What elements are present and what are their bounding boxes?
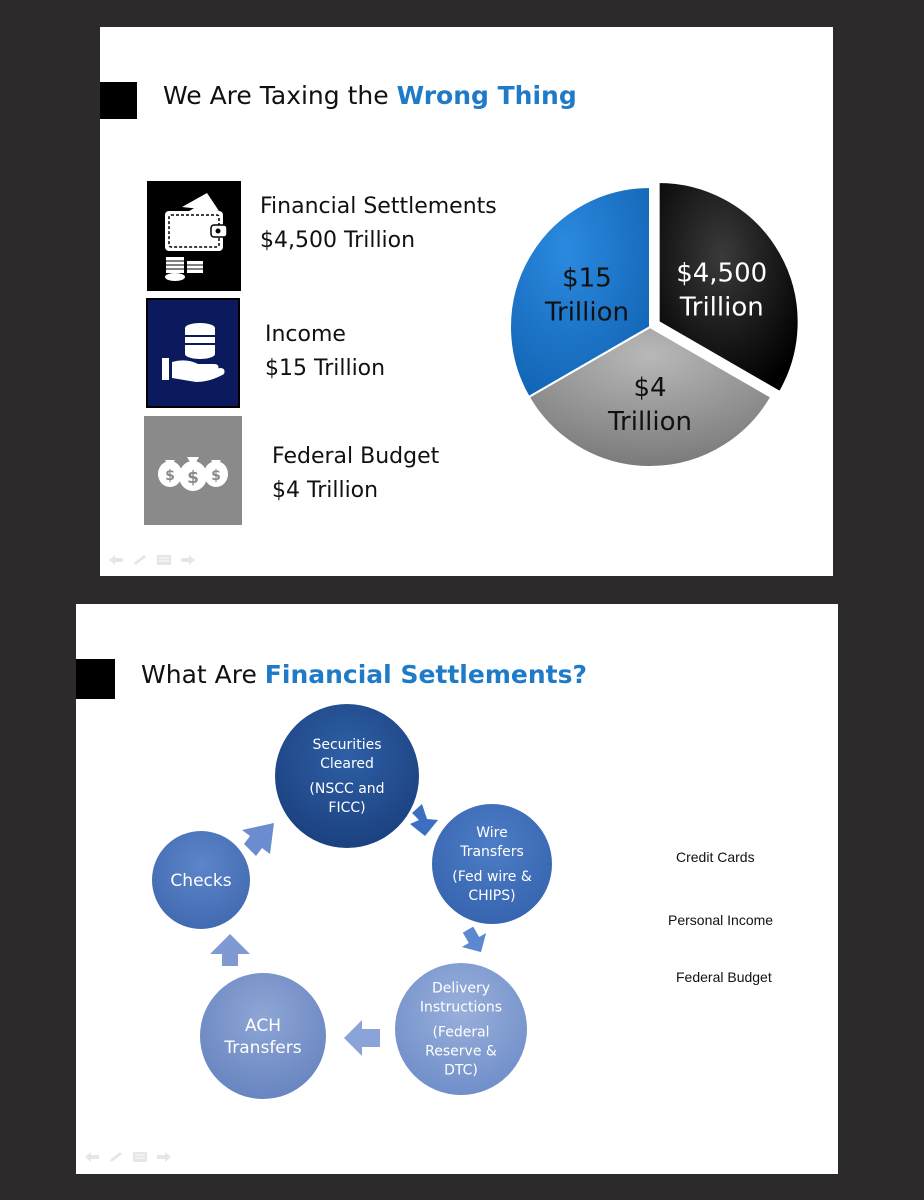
cycle-node-sublabel: FICC) <box>328 800 366 816</box>
slide-nav <box>84 1150 172 1162</box>
cycle-node-ach <box>200 973 326 1099</box>
side-label-personal-income: Personal Income <box>668 912 774 928</box>
slide-nav <box>108 553 196 565</box>
cycle-node-sublabel: CHIPS) <box>468 888 516 904</box>
item-label: Financial Settlements <box>260 194 497 219</box>
item-value: $15 Trillion <box>265 356 386 381</box>
item-value: $4 Trillion <box>272 478 379 503</box>
money-bags-icon <box>144 416 242 525</box>
prev-arrow-icon[interactable] <box>84 1150 100 1162</box>
hand-coins-icon <box>146 298 240 408</box>
pen-icon[interactable] <box>108 1150 124 1162</box>
title-accent: Financial Settlements? <box>264 660 587 689</box>
cycle-node-sublabel: (Federal <box>432 1024 490 1041</box>
title-prefix: What Are <box>141 660 265 689</box>
prev-arrow-icon[interactable] <box>108 553 124 565</box>
cycle-node-label: Cleared <box>320 756 374 772</box>
cycle-node-securities <box>275 704 419 848</box>
side-label-credit-cards: Credit Cards <box>676 849 755 865</box>
cycle-arrow <box>242 823 274 856</box>
pen-icon[interactable] <box>132 553 148 565</box>
budget-item <box>272 440 439 508</box>
side-label-federal-budget: Federal Budget <box>676 969 772 985</box>
cycle-node-sublabel: (Fed wire & <box>452 869 532 885</box>
income-item <box>265 318 385 386</box>
title-marker <box>100 82 137 119</box>
pie-chart <box>495 177 805 487</box>
cycle-node-label: Wire <box>476 825 508 841</box>
svg-text:$: $ <box>187 468 199 488</box>
pie-label: Trillion <box>679 292 764 323</box>
next-arrow-icon[interactable] <box>156 1150 172 1162</box>
cycle-node-wire <box>432 804 552 924</box>
pie-label: Trillion <box>544 297 629 328</box>
pie-label: Trillion <box>607 406 693 437</box>
pie-label: $4 <box>633 372 667 403</box>
cycle-node-label: ACH <box>245 1016 281 1036</box>
pie-label: $15 <box>562 263 612 294</box>
cycle-arrow <box>410 804 438 836</box>
item-value: $4,500 Trillion <box>260 228 416 253</box>
cycle-arrow <box>456 923 493 960</box>
cycle-node-label: Transfers <box>460 844 524 860</box>
cycle-node-label: Securities <box>312 737 382 753</box>
item-label: Income <box>265 322 346 347</box>
cycle-arrow <box>210 934 250 966</box>
next-arrow-icon[interactable] <box>180 553 196 565</box>
menu-icon[interactable] <box>132 1150 148 1162</box>
slide-1 <box>100 27 833 576</box>
menu-icon[interactable] <box>156 553 172 565</box>
title-prefix: We Are Taxing the <box>163 81 397 110</box>
svg-text:$: $ <box>211 468 221 484</box>
slide-2 <box>76 604 838 1174</box>
item-label: Federal Budget <box>272 444 440 469</box>
cycle-node-sublabel: DTC) <box>444 1062 478 1079</box>
cycle-node-label: Instructions <box>419 999 503 1016</box>
cycle-node-label: Delivery <box>431 980 491 997</box>
slide-1-title <box>163 81 577 110</box>
svg-text:$: $ <box>165 468 175 484</box>
wallet-icon <box>147 181 241 291</box>
title-accent: Wrong Thing <box>396 81 577 110</box>
cycle-diagram <box>76 604 596 1174</box>
cycle-node-sublabel: (NSCC and <box>309 781 385 797</box>
cycle-arrow <box>344 1020 380 1056</box>
pie-label: $4,500 <box>676 258 768 289</box>
cycle-node-label: Checks <box>170 871 232 891</box>
cycle-node-sublabel: Reserve & <box>425 1043 497 1060</box>
cycle-node-label: Transfers <box>224 1038 302 1058</box>
settlements-item <box>260 190 497 258</box>
